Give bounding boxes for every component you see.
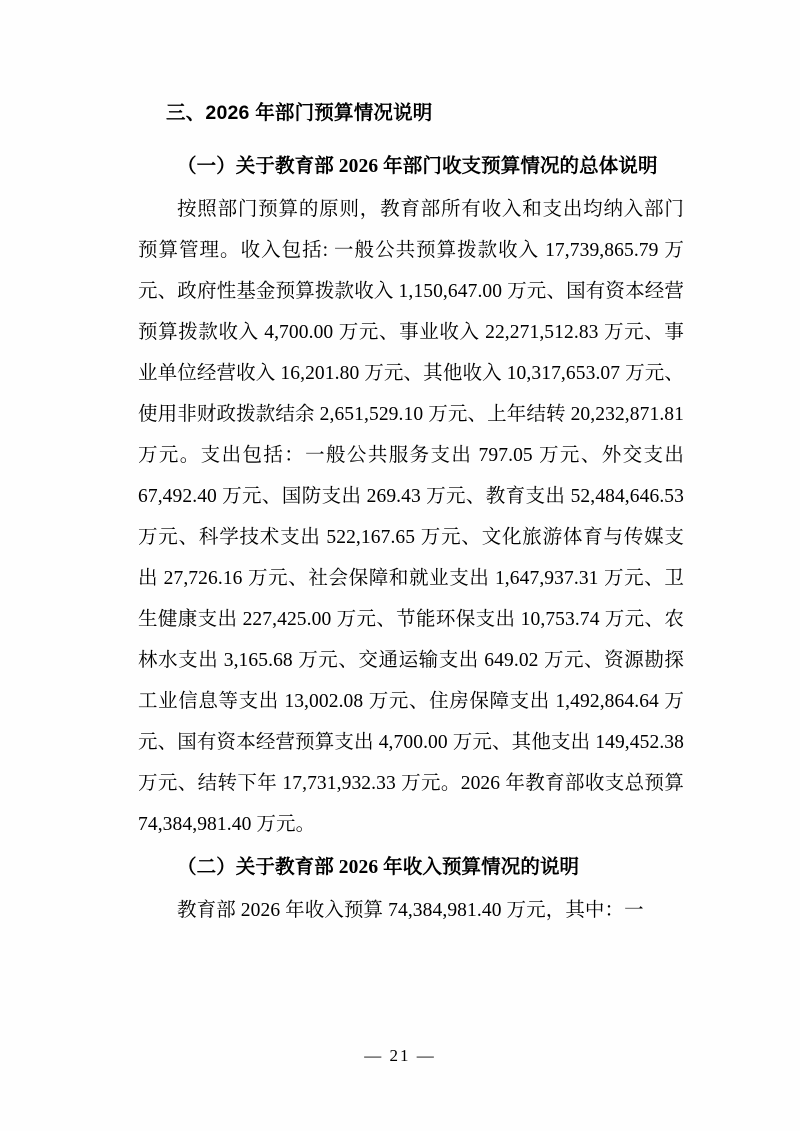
paragraph-overview: 按照部门预算的原则，教育部所有收入和支出均纳入部门预算管理。收入包括: 一般公共预算拨款收入 17,739,865.79 万元、政府性基金预算拨款收入 1,150,647.00 万元、国有资本经营预算拨款收入 4,700.00 万元、事业收入 22,271,512.83 万元、事业单位经营收入 16,201.80 万元、其他收入 10,317,653.07 万元、使用非财政拨款结余 2,651,529.10 万元、上年结转 20,232,871.81 万元。支出包括：一般公共服务支出 797.05 万元、外交支出 67,492.40 万元、国防支出 269.43 万元、教育支出 52,484,646.53 万元、科学技术支出 522,167.65 万元、文化旅游体育与传媒支出 27,726.16 万元、社会保障和就业支出 1,647,937.31 万元、卫生健康支出 227,425.00 万元、节能环保支出 10,753.74 万元、农林水支出 3,165.68 万元、交通运输支出 649.02 万元、资源勘探工业信息等支出 13,002.08 万元、住房保障支出 1,492,864.64 万元、国有资本经营预算支出 4,700.00 万元、其他支出 149,452.38 万元、结转下年 17,731,932.33 万元。2026 年教育部收支总预算 74,384,981.40 万元。 xyxy=(138,199,684,835)
page-number: — 21 — xyxy=(364,1046,436,1065)
page-content xyxy=(138,96,684,933)
subsection-heading-1: （一）关于教育部 2026 年部门收支预算情况的总体说明 xyxy=(177,156,658,177)
paragraph-income: 教育部 2026 年收入预算 74,384,981.40 万元，其中：一 xyxy=(177,900,644,921)
section-heading: 三、2026 年部门预算情况说明 xyxy=(166,102,433,124)
subsection-heading-2: （二）关于教育部 2026 年收入预算情况的说明 xyxy=(177,857,580,878)
